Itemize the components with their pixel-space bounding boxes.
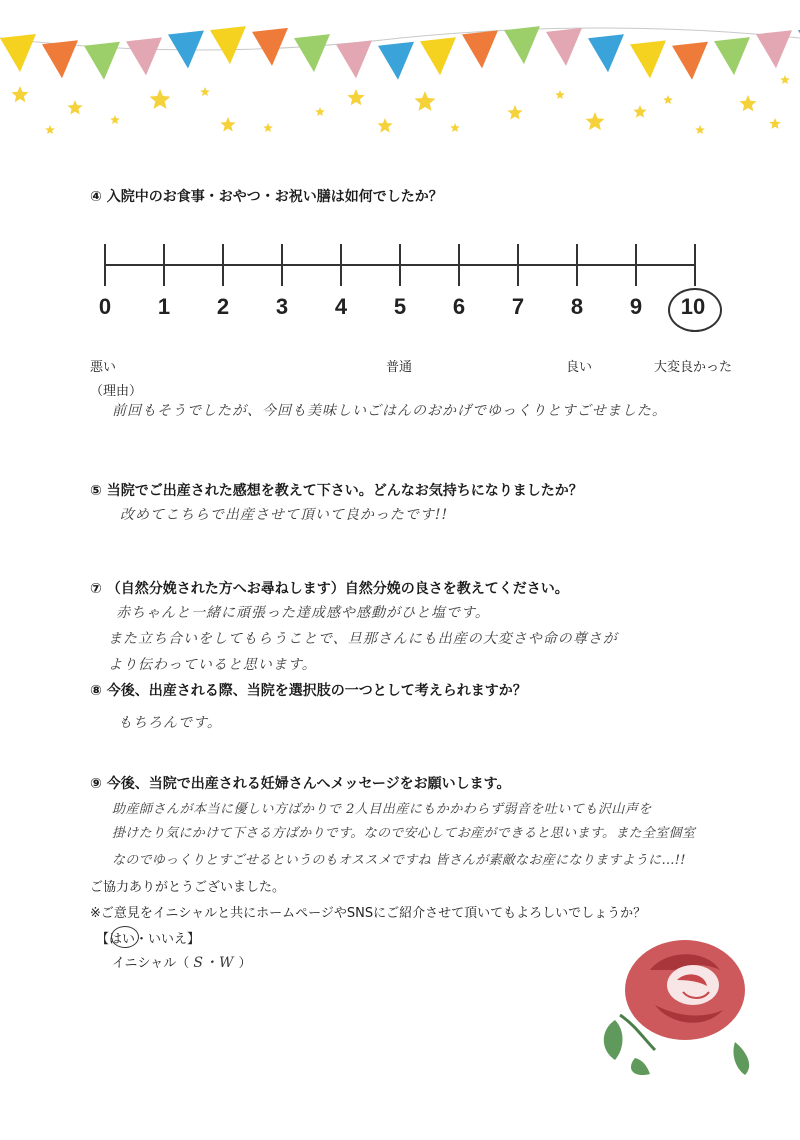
bunting-flag bbox=[84, 42, 120, 80]
bunting-flag bbox=[672, 42, 708, 80]
consent-question: ※ご意見をイニシャルと共にホームページやSNSにご紹介させて頂いてもよろしいでしょうか？ bbox=[90, 906, 647, 921]
star-icon bbox=[633, 105, 646, 118]
scale-tick-10 bbox=[694, 244, 696, 286]
bunting-flag bbox=[336, 40, 372, 78]
scale-tick-5 bbox=[399, 244, 401, 286]
star-icon bbox=[45, 125, 55, 134]
selected-circle bbox=[668, 288, 722, 332]
bunting-flag bbox=[630, 40, 666, 78]
scale-number-5: 5 bbox=[393, 294, 407, 319]
star-icon bbox=[695, 125, 705, 134]
initial-label: イニシャル（ bbox=[112, 956, 190, 971]
scale-number-7: 7 bbox=[511, 294, 525, 319]
star-icon bbox=[507, 105, 522, 120]
initial-value: S・W bbox=[193, 955, 235, 971]
reason-answer: 前回もそうでしたが、今回も美味しいごはんのおかげでゆっくりとすごせました。 bbox=[112, 403, 667, 419]
bunting-flag bbox=[504, 26, 540, 64]
star-icon bbox=[377, 118, 392, 133]
scale-number-1: 1 bbox=[157, 294, 171, 319]
bunting-flag bbox=[714, 37, 750, 75]
label-good: 良い bbox=[566, 360, 593, 375]
answer-9-line-2: 掛けたり気にかけて下さる方ばかりです。なので安心してお産ができると思います。また全室個室 bbox=[112, 826, 696, 841]
answer-8: もちろんです。 bbox=[118, 715, 222, 731]
question-7: ⑦ （自然分娩された方へお尋ねします）自然分娩の良さを教えてください。 bbox=[90, 581, 569, 597]
scale-number-0: 0 bbox=[98, 294, 112, 319]
bunting-flag bbox=[126, 37, 162, 75]
star-icon bbox=[11, 86, 28, 102]
scale-tick-1 bbox=[163, 244, 165, 286]
answer-7-line-1: 赤ちゃんと一緒に頑張った達成感や感動がひと塩です。 bbox=[116, 605, 490, 621]
scale-number-9: 9 bbox=[629, 294, 643, 319]
label-normal: 普通 bbox=[386, 360, 413, 375]
answer-7-line-2: また立ち合いをしてもらうことで、旦那さんにも出産の大変さや命の尊さが bbox=[108, 631, 618, 647]
rose-illustration bbox=[595, 930, 775, 1080]
initial-close: ） bbox=[238, 956, 252, 971]
scale-tick-7 bbox=[517, 244, 519, 286]
bunting-flag bbox=[420, 37, 456, 75]
star-icon bbox=[67, 100, 82, 115]
scale-tick-9 bbox=[635, 244, 637, 286]
bunting-flag bbox=[546, 28, 582, 66]
star-icon bbox=[555, 90, 565, 99]
answer-5: 改めてこちらで出産させて頂いて良かったです!! bbox=[120, 507, 449, 523]
bunting-flag bbox=[756, 30, 792, 68]
star-icon bbox=[200, 87, 210, 96]
bunting-flag bbox=[588, 34, 624, 72]
initial-row bbox=[112, 952, 252, 972]
bunting-flag bbox=[42, 40, 78, 78]
star-icon bbox=[739, 95, 756, 111]
scale-number-6: 6 bbox=[452, 294, 466, 319]
star-icon bbox=[347, 89, 364, 105]
star-icon bbox=[663, 95, 673, 104]
question-5: ⑤ 当院でご出産された感想を教えて下さい。どんなお気持ちになりましたか？ bbox=[90, 483, 583, 499]
star-icon bbox=[220, 117, 235, 132]
scale-tick-4 bbox=[340, 244, 342, 286]
scale-tick-3 bbox=[281, 244, 283, 286]
bunting-flag bbox=[252, 28, 288, 66]
bunting-flag bbox=[0, 34, 36, 72]
scale-tick-2 bbox=[222, 244, 224, 286]
bunting-flag bbox=[378, 42, 414, 80]
scale-number-2: 2 bbox=[216, 294, 230, 319]
bunting-flag bbox=[294, 34, 330, 72]
star-icon bbox=[315, 107, 325, 116]
rose-bloom bbox=[625, 940, 745, 1040]
answer-9-line-3: なのでゆっくりとすごせるというのもオススメですね 皆さんが素敵なお産になりますように…!! bbox=[112, 853, 686, 868]
star-icon bbox=[769, 118, 780, 129]
consent-yes-circle bbox=[111, 926, 139, 948]
reason-label: （理由） bbox=[90, 384, 143, 399]
bunting-flag bbox=[462, 30, 498, 68]
scale-tick-0 bbox=[104, 244, 106, 286]
question-4: ④ 入院中のお食事・おやつ・お祝い膳は如何でしたか？ bbox=[90, 189, 443, 205]
scale-number-4: 4 bbox=[334, 294, 348, 319]
star-icon bbox=[110, 115, 120, 124]
question-8: ⑧ 今後、出産される際、当院を選択肢の一つとして考えられますか？ bbox=[90, 683, 527, 699]
star-icon bbox=[586, 112, 605, 130]
bunting-banner bbox=[0, 0, 800, 170]
question-9: ⑨ 今後、当院で出産される妊婦さんへメッセージをお願いします。 bbox=[90, 776, 511, 792]
label-bad: 悪い bbox=[90, 360, 117, 375]
answer-9-line-1: 助産師さんが本当に優しい方ばかりで 2人目出産にもかかわらず弱音を吐いても沢山声を bbox=[112, 802, 652, 817]
consent-options: 【はい・いいえ】 bbox=[96, 932, 201, 947]
star-icon bbox=[780, 75, 790, 84]
star-icon bbox=[263, 123, 273, 132]
bunting-flag bbox=[210, 26, 246, 64]
star-icon bbox=[450, 123, 460, 132]
scale-number-10: 10 bbox=[680, 294, 706, 319]
thanks-text: ご協力ありがとうございました。 bbox=[90, 880, 286, 895]
label-great: 大変良かった bbox=[654, 360, 733, 375]
scale-tick-8 bbox=[576, 244, 578, 286]
scale-number-3: 3 bbox=[275, 294, 289, 319]
scale-tick-6 bbox=[458, 244, 460, 286]
answer-7-line-3: より伝わっていると思います。 bbox=[108, 657, 317, 673]
scale-number-8: 8 bbox=[570, 294, 584, 319]
star-icon bbox=[150, 89, 171, 109]
star-icon bbox=[415, 91, 436, 111]
